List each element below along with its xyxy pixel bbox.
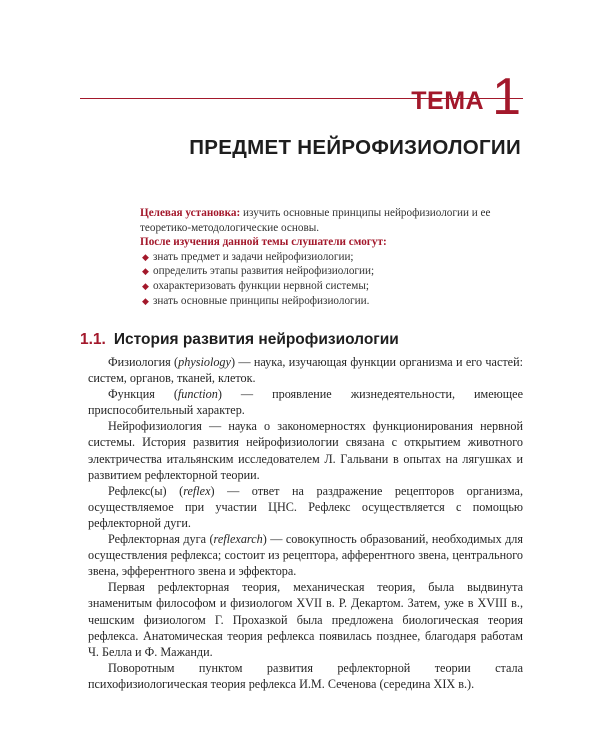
learning-goals-box	[140, 206, 520, 308]
outcome-item: ◆ знать основные принципы нейрофизиологии.	[142, 294, 370, 307]
body-text	[88, 354, 523, 692]
topic-heading	[411, 68, 521, 126]
term: physiology	[178, 355, 231, 369]
outcome-item: ◆ определить этапы развития нейрофизиологии;	[142, 265, 375, 278]
diamond-bullet-icon: ◆	[142, 280, 149, 291]
aim-statement	[140, 206, 520, 235]
diamond-bullet-icon: ◆	[142, 251, 149, 262]
section-number: 1.1.	[80, 331, 106, 348]
paragraph: Первая рефлекторная теория, механическая теория, была выдвинута знаменитым философом и физиологом XVII в. Р. Декартом. Затем, уже в XVIII в., чешским физиологом Г. Прохазкой была предложена биологическая теория рефлекса. Анатомическая теория рефлекса появилась позднее, благодаря работам Ч. Белла и Ф. Мажанди.	[88, 580, 523, 659]
outcome-item: ◆ знать предмет и задачи нейрофизиологии;	[142, 250, 354, 263]
term: function	[177, 387, 218, 402]
section-title: История развития нейрофизиологии	[113, 331, 399, 348]
paragraph: Поворотным пунктом развития рефлекторной теории стала психофизиологическая теория рефлекса И.М. Сеченова (середина XIX в.).	[88, 660, 523, 691]
paragraph: Рефлекторная дуга (reflexarch) — совокупность образований, необходимых для осуществления рефлекса; состоит из рецептора, афферентного звена, центрального звена, эфферентного звена и эффектора.	[88, 532, 523, 579]
diamond-bullet-icon: ◆	[142, 295, 149, 306]
diamond-bullet-icon: ◆	[142, 266, 149, 277]
aim-text: изучить основные принципы нейрофизиологии и ее теоретико-методологические основы.	[140, 207, 491, 234]
aim-label: Целевая установка:	[140, 207, 241, 219]
term: reflex	[183, 483, 211, 498]
paragraph: Функция (function) — проявление жизнедеятельности, имеющее приспособительный характер.	[88, 387, 523, 418]
paragraph: Нейрофизиология — наука о закономерностях функционирования нервной системы. История развития нейрофизиологии связана с открытием животного электричества итальянским исследователем Л. Гальвани в опытах на лягушках и развитием рефлекторной теории.	[88, 419, 523, 482]
section-heading	[80, 331, 399, 349]
term: reflexarch	[213, 532, 263, 547]
outcome-item: ◆ охарактеризовать функции нервной системы;	[142, 279, 369, 292]
outcomes-label: После изучения данной темы слушатели смогут:	[140, 236, 387, 249]
topic-number: 1	[492, 68, 521, 126]
outcomes-list	[140, 250, 520, 308]
paragraph: Физиология (physiology) — наука, изучающая функции организма и его частей: систем, органов, тканей, клеток.	[88, 355, 523, 386]
paragraph: Рефлекс(ы) (reflex) — ответ на раздражение рецепторов организма, осуществляемое при участии ЦНС. Рефлекс осуществляется с помощью рефлекторной дуги.	[88, 483, 523, 530]
topic-label: ТЕМА	[411, 87, 485, 115]
page-title: ПРЕДМЕТ НЕЙРОФИЗИОЛОГИИ	[189, 136, 521, 159]
